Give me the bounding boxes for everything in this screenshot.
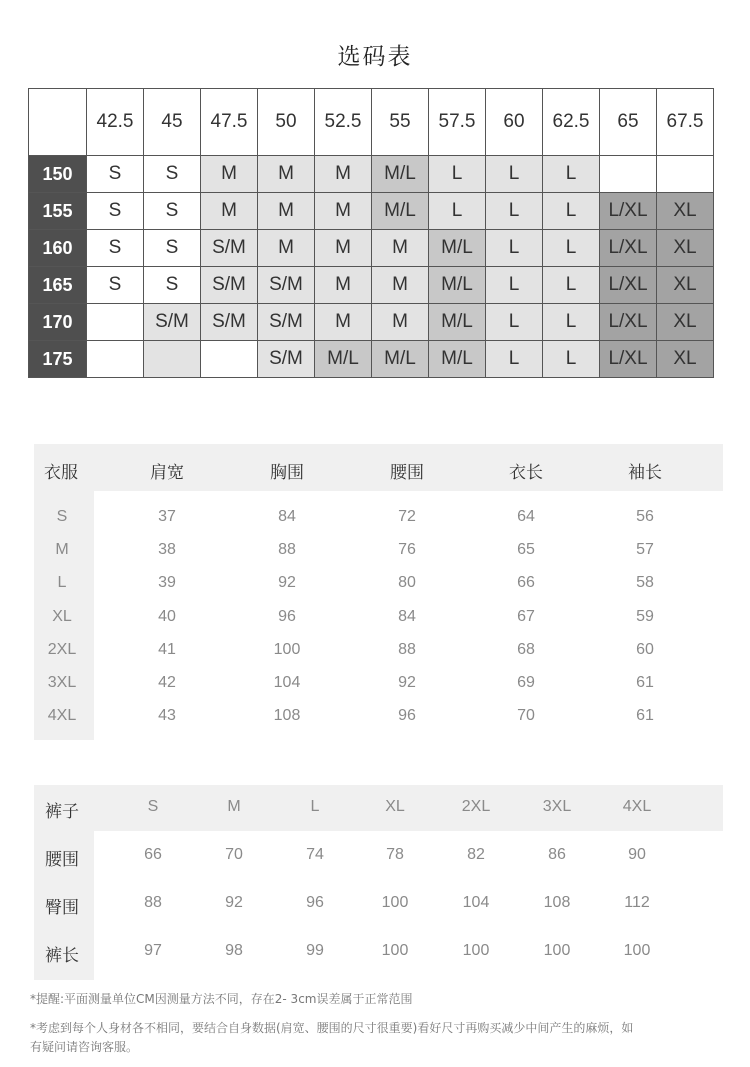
clothing-table-cell: 43: [158, 707, 176, 725]
clothing-table-cell: 39: [158, 574, 176, 592]
clothing-table-cell: 84: [398, 607, 416, 625]
size-grid-cell: M/L: [372, 193, 429, 230]
clothing-size-label: XL: [52, 607, 72, 625]
size-grid-cell: M/L: [429, 304, 486, 341]
clothing-table-cell: 56: [636, 508, 654, 525]
clothing-table-cell: 40: [158, 607, 176, 625]
size-grid-cell: S: [144, 156, 201, 193]
clothing-table-cell: 100: [273, 640, 301, 658]
clothing-table-cell: 57: [636, 541, 654, 559]
size-grid-cell: M/L: [372, 156, 429, 193]
pants-corner-label: 裤子: [45, 802, 79, 822]
size-grid-row: [29, 304, 714, 341]
grid-corner-header: [29, 89, 87, 156]
clothing-table-cell: 80: [398, 574, 416, 592]
pants-table-cell: 104: [462, 894, 490, 911]
size-grid-cell: M: [315, 304, 372, 341]
clothing-table-cell: 67: [517, 607, 535, 625]
pants-size-table: [34, 785, 723, 980]
size-grid-cell: M: [315, 193, 372, 230]
size-grid-cell: [201, 341, 258, 378]
clothing-table-cell: 70: [517, 707, 535, 725]
size-grid-cell: M: [258, 230, 315, 267]
clothing-size-label: 4XL: [47, 707, 77, 725]
fit-advice-note-line1: *考虑到每个人身材各不相同，要结合自身数据(肩宽、腰围的尺寸很重要)看好尺寸再购买减少中间产生的麻烦，如: [30, 1021, 634, 1035]
size-grid-cell: L: [486, 267, 543, 304]
clothing-table-cell: 92: [278, 574, 296, 592]
measurement-note: *提醒:平面测量单位CM因测量方法不同，存在2- 3cm误差属于正常范围: [30, 992, 413, 1006]
size-grid-cell: S/M: [201, 267, 258, 304]
weight-header-cell: 67.5: [657, 89, 714, 156]
size-grid-cell: L/XL: [600, 193, 657, 230]
pants-row-label: 裤长: [45, 946, 79, 966]
size-grid-row: [29, 341, 714, 378]
clothing-table-cell: 72: [398, 508, 416, 525]
size-grid-cell: XL: [657, 230, 714, 267]
pants-size-header: XL: [385, 798, 405, 815]
clothing-size-label: S: [56, 508, 68, 525]
weight-header-cell: 65: [600, 89, 657, 156]
size-grid-cell: L: [543, 230, 600, 267]
size-grid-cell: XL: [657, 193, 714, 230]
size-grid-cell: S: [144, 267, 201, 304]
weight-header-cell: 45: [144, 89, 201, 156]
clothing-table-cell: 96: [278, 607, 296, 625]
size-grid-cell: L/XL: [600, 267, 657, 304]
size-grid-cell: M/L: [429, 267, 486, 304]
weight-header-cell: 42.5: [87, 89, 144, 156]
size-grid-cell: L: [543, 156, 600, 193]
clothing-size-label: L: [57, 574, 67, 592]
size-grid-cell: M: [258, 193, 315, 230]
clothing-size-label: M: [55, 541, 69, 559]
clothing-column-header: 肩宽: [150, 463, 184, 482]
pants-size-header: 4XL: [622, 798, 652, 815]
clothing-table-cell: 65: [517, 541, 535, 559]
clothing-table-cell: 60: [636, 640, 654, 658]
clothing-column-header: 袖长: [628, 463, 662, 482]
pants-size-header: M: [227, 798, 241, 815]
size-grid-cell: L: [429, 193, 486, 230]
size-grid-cell: M: [258, 156, 315, 193]
size-grid-cell: S/M: [201, 230, 258, 267]
height-header-cell: 175: [29, 341, 87, 378]
pants-table-cell: 100: [381, 894, 409, 911]
clothing-table-cell: 66: [517, 574, 535, 592]
pants-size-header: S: [147, 798, 159, 815]
clothing-column-header: 衣服: [44, 463, 78, 482]
pants-table-cell: 99: [306, 942, 324, 959]
size-grid-cell: L: [543, 304, 600, 341]
size-grid-cell: M: [315, 267, 372, 304]
size-grid-cell: S/M: [258, 304, 315, 341]
page-title: 选码表: [337, 44, 413, 70]
size-grid-row: [29, 156, 714, 193]
pants-table-cell: 86: [548, 846, 566, 863]
weight-header-cell: 52.5: [315, 89, 372, 156]
clothing-table-cell: 38: [158, 541, 176, 559]
size-grid-cell: M: [372, 230, 429, 267]
weight-header-cell: 50: [258, 89, 315, 156]
size-grid-cell: M/L: [315, 341, 372, 378]
pants-table-cell: 108: [543, 894, 571, 911]
weight-header-cell: 62.5: [543, 89, 600, 156]
weight-axis-label: 体重 (kg): [58, 92, 83, 118]
size-grid-cell: S/M: [258, 341, 315, 378]
size-grid-cell: L: [486, 230, 543, 267]
pants-table-cell: 70: [225, 846, 243, 863]
clothing-table-cell: 96: [398, 707, 416, 725]
pants-size-header: 2XL: [461, 798, 491, 815]
pants-row-label: 腰围: [45, 850, 79, 870]
clothing-table-cell: 61: [636, 674, 654, 691]
clothing-table-cell: 69: [517, 674, 535, 691]
clothing-size-table: [34, 444, 723, 740]
clothing-table-cell: 61: [636, 707, 654, 725]
size-grid-cell: L: [543, 341, 600, 378]
clothing-column-header: 胸围: [270, 463, 304, 482]
height-header-cell: 170: [29, 304, 87, 341]
size-grid-cell: [144, 341, 201, 378]
pants-table-cell: 100: [381, 942, 409, 959]
size-grid-cell: M/L: [372, 341, 429, 378]
clothing-table-cell: 58: [636, 574, 654, 592]
clothing-table-cell: 108: [273, 707, 301, 725]
size-grid-cell: M: [372, 267, 429, 304]
size-grid-cell: [657, 156, 714, 193]
weight-header-cell: 47.5: [201, 89, 258, 156]
size-grid-row: [29, 193, 714, 230]
pants-table-cell: 98: [225, 942, 243, 959]
size-grid-cell: L: [543, 193, 600, 230]
height-header-cell: 165: [29, 267, 87, 304]
clothing-table-cell: 68: [517, 640, 535, 658]
clothing-table-cell: 64: [517, 508, 535, 525]
size-grid-cell: L: [486, 193, 543, 230]
clothing-table-cell: 92: [398, 674, 416, 691]
clothing-table-cell: 37: [158, 508, 176, 525]
size-grid-cell: S/M: [201, 304, 258, 341]
pants-table-cell: 96: [306, 894, 324, 911]
pants-table-cell: 66: [144, 846, 162, 863]
size-grid-cell: L/XL: [600, 304, 657, 341]
clothing-column-header: 腰围: [390, 463, 424, 482]
pants-table-cell: 92: [225, 894, 243, 911]
clothing-table-cell: 76: [398, 541, 416, 559]
size-grid-cell: S: [87, 267, 144, 304]
size-grid-cell: S: [87, 156, 144, 193]
pants-table-cell: 78: [386, 846, 404, 863]
height-header-cell: 155: [29, 193, 87, 230]
size-grid-cell: [87, 304, 144, 341]
size-grid-cell: S/M: [258, 267, 315, 304]
clothing-table-cell: 41: [158, 640, 176, 658]
clothing-table-cell: 42: [158, 674, 176, 691]
clothing-size-label: 3XL: [47, 674, 77, 691]
size-grid-cell: M: [315, 156, 372, 193]
clothing-table-cell: 104: [273, 674, 301, 691]
size-grid-row: [29, 267, 714, 304]
size-grid-cell: L/XL: [600, 341, 657, 378]
pants-row-label: 臀围: [45, 898, 79, 918]
size-grid-cell: L/XL: [600, 230, 657, 267]
weight-header-cell: 57.5: [429, 89, 486, 156]
pants-size-header: L: [310, 798, 320, 815]
clothing-table-cell: 84: [278, 508, 296, 525]
fit-advice-note-line2: 有疑问请咨询客服。: [30, 1040, 139, 1054]
weight-header-cell: 60: [486, 89, 543, 156]
size-grid-row: [29, 230, 714, 267]
pants-table-cell: 74: [306, 846, 324, 863]
size-grid-cell: S: [87, 193, 144, 230]
size-grid-cell: M: [315, 230, 372, 267]
pants-table-cell: 97: [144, 942, 162, 959]
size-grid-cell: S: [144, 193, 201, 230]
size-grid-cell: L: [543, 267, 600, 304]
size-grid-cell: S: [144, 230, 201, 267]
clothing-table-cell: 88: [398, 640, 416, 658]
weight-header-cell: 55: [372, 89, 429, 156]
clothing-column-header: 衣长: [509, 463, 543, 482]
pants-table-cell: 100: [543, 942, 571, 959]
size-grid-cell: L: [486, 304, 543, 341]
pants-size-header: 3XL: [542, 798, 572, 815]
height-axis-label: 身高 (cm): [31, 124, 56, 150]
size-grid-cell: L: [429, 156, 486, 193]
pants-table-cell: 82: [467, 846, 485, 863]
size-grid-cell: L: [486, 341, 543, 378]
size-grid-cell: M: [372, 304, 429, 341]
height-header-cell: 150: [29, 156, 87, 193]
size-grid-cell: M/L: [429, 230, 486, 267]
size-grid-cell: M: [201, 156, 258, 193]
size-grid-cell: XL: [657, 304, 714, 341]
size-recommendation-grid: [28, 88, 714, 378]
clothing-table-cell: 59: [636, 607, 654, 625]
pants-table-cell: 88: [144, 894, 162, 911]
size-grid-cell: [600, 156, 657, 193]
clothing-table-cell: 88: [278, 541, 296, 559]
clothing-size-label: 2XL: [47, 640, 77, 658]
pants-table-cell: 100: [623, 942, 651, 959]
size-grid-cell: M/L: [429, 341, 486, 378]
pants-table-cell: 90: [628, 846, 646, 863]
pants-table-cell: 100: [462, 942, 490, 959]
size-grid-cell: XL: [657, 341, 714, 378]
height-header-cell: 160: [29, 230, 87, 267]
size-grid-cell: M: [201, 193, 258, 230]
size-grid-cell: XL: [657, 267, 714, 304]
pants-table-cell: 112: [624, 894, 650, 911]
size-grid-cell: S/M: [144, 304, 201, 341]
size-grid-cell: [87, 341, 144, 378]
size-grid-cell: S: [87, 230, 144, 267]
size-grid-cell: L: [486, 156, 543, 193]
